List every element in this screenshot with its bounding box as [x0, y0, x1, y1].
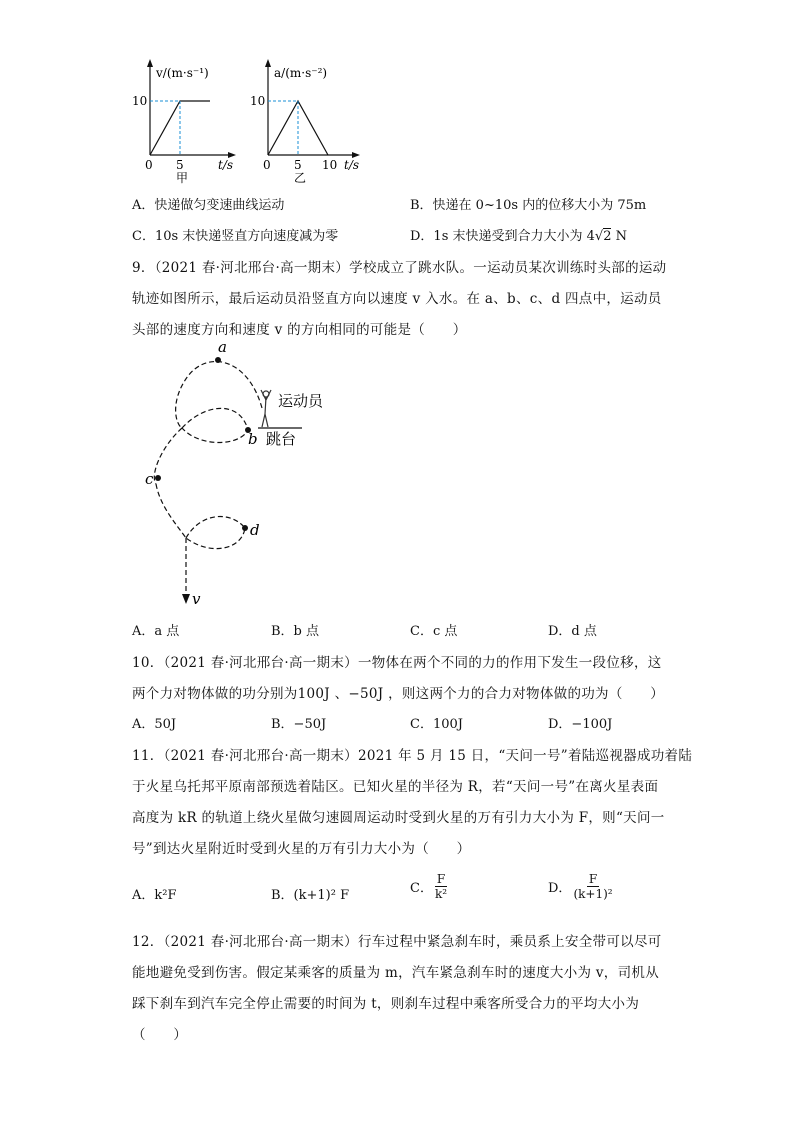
q12-line-4: （ ） [132, 1027, 188, 1043]
q12-line-1: 12．（2021 春·河北邢台·高一期末）行车过程中紧急刹车时，乘员系上安全带可以尽可 [132, 934, 662, 950]
graph-jia-tick-y: 10 [132, 94, 148, 108]
q9-option-c: C．c 点 [410, 624, 458, 639]
q9-line-2: 轨迹如图所示，最后运动员沿竖直方向以速度 v 入水。在 a、b、c、d 四点中，运动员 [132, 291, 662, 307]
q11-option-c-fraction [433, 872, 449, 901]
q12-line-2: 能地避免受到伤害。假定某乘客的质量为 m，汽车紧急刹车时的速度大小为 v，司机从 [132, 965, 660, 981]
q10-option-c: C．100J [410, 717, 463, 732]
graph-yi-caption: 乙 [294, 171, 307, 185]
q11-option-c-label: C． [410, 881, 433, 896]
platform-label: 跳台 [266, 430, 297, 448]
point-a-label: a [218, 338, 227, 356]
graph-yi-tick-x1: 5 [294, 158, 302, 172]
graph-jia-caption: 甲 [176, 171, 189, 185]
q9-option-d: D．d 点 [548, 624, 597, 639]
point-b-label: b [248, 430, 258, 448]
graph-yi-tick-y: 10 [250, 94, 266, 108]
q11-line-3: 高度为 kR 的轨道上绕火星做匀速圆周运动时受到火星的万有引力大小为 F，则“天问一 [132, 810, 665, 826]
point-d-label: d [250, 521, 260, 539]
q8-option-c: C．10s 末快递竖直方向速度减为零 [132, 229, 339, 244]
q11-option-d-den: (k+1)² [573, 887, 613, 901]
q8-option-d [410, 225, 627, 244]
point-c-label: c [145, 470, 154, 488]
q9-trajectory-figure [130, 338, 350, 610]
graph-jia-ylabel: v/(m·s⁻¹) [156, 66, 209, 80]
q9-option-a: A．a 点 [132, 624, 180, 639]
graph-jia [120, 55, 240, 185]
q10-option-a: A．50J [132, 717, 177, 732]
graph-yi-ylabel: a/(m·s⁻²) [274, 66, 328, 80]
q10-line-1: 10．（2021 春·河北邢台·高一期末）一物体在两个不同的力的作用下发生一段位移，这 [132, 655, 662, 671]
q11-line-2: 于火星乌托邦平原南部预选着陆区。已知火星的半径为 R，若“天问一号”在离火星表面 [132, 779, 659, 795]
q11-option-d [548, 872, 615, 901]
sqrt-sign: √ [594, 229, 604, 244]
q10-line-2: 两个力对物体做的功分别为100J 、−50J ，则这两个力的合力对物体做的功为（ ） [132, 686, 665, 702]
q10-option-b: B．−50J [271, 717, 327, 732]
athlete-icon [261, 390, 271, 427]
q10-option-d: D．−100J [548, 717, 613, 732]
graph-yi-tick-x2: 10 [322, 158, 338, 172]
q11-option-a: A．k²F [132, 888, 177, 903]
graph-jia-tick-x1: 5 [176, 158, 184, 172]
graph-yi-xlabel: t/s [344, 158, 360, 172]
q11-option-c-num: F [436, 872, 446, 886]
q8-option-d-unit: N [611, 229, 627, 244]
graph-jia-xlabel: t/s [218, 158, 234, 172]
q8-option-d-radicand: 2 [603, 229, 612, 244]
q11-option-d-fraction [571, 872, 614, 901]
q12-line-3: 踩下刹车到汽车完全停止需要的时间为 t，则刹车过程中乘客所受合力的平均大小为 [132, 996, 640, 1012]
q8-option-b: B．快递在 0~10s 内的位移大小为 75m [410, 198, 647, 213]
q11-line-1: 11．（2021 春·河北邢台·高一期末）2021 年 5 月 15 日，“天问一号”着陆巡视器成功着陆 [132, 748, 693, 764]
graph-yi-tick-x0: 0 [263, 158, 271, 172]
q8-option-d-text: D．1s 末快递受到合力大小为 4 [410, 229, 595, 244]
q9-line-3: 头部的速度方向和速度 v 的方向相同的可能是（ ） [132, 322, 467, 338]
q11-option-c [410, 872, 449, 901]
q9-option-b: B．b 点 [271, 624, 320, 639]
q11-option-c-den: k² [434, 887, 448, 901]
graph-jia-tick-x0: 0 [145, 158, 153, 172]
q11-option-d-num: F [588, 872, 598, 886]
q11-option-d-label: D． [548, 881, 572, 896]
athlete-label: 运动员 [278, 392, 324, 410]
q9-line-1: 9．（2021 春·河北邢台·高一期末）学校成立了跳水队。一运动员某次训练时头部的运动 [132, 260, 667, 276]
q11-line-4: 号”到达火星附近时受到火星的万有引力大小为（ ） [132, 841, 471, 857]
q8-option-a: A．快递做匀变速曲线运动 [132, 198, 285, 213]
velocity-label: v [192, 590, 201, 608]
q11-option-b: B．(k+1)² F [271, 888, 350, 903]
graph-yi [238, 55, 368, 185]
